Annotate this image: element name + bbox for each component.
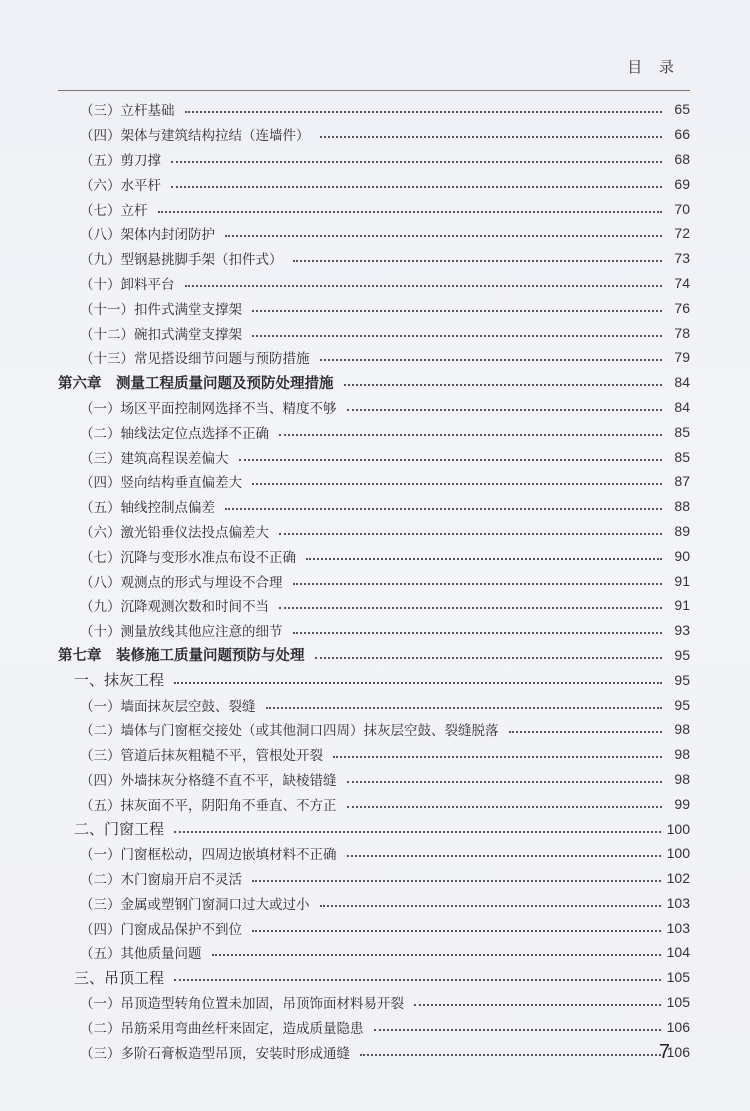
toc-entry-label: （九）沉降观测次数和时间不当 [80,599,269,616]
dot-leader [347,409,663,411]
toc-entry-page: 99 [674,795,690,812]
dot-leader [252,335,662,337]
toc-entry-item [58,171,690,196]
dot-leader [185,111,663,113]
toc-entry-page: 103 [666,919,690,936]
toc-entry-chapter [58,370,690,395]
toc-entry-item [58,494,690,519]
toc-entry-item [58,444,690,469]
toc-entry-label: （三）多阶石膏板造型吊顶，安装时形成通缝 [80,1045,350,1062]
toc-entry-page: 95 [674,696,690,713]
toc-entry-page: 88 [674,498,690,515]
toc-entry-item [58,791,690,816]
toc-entry-item [58,221,690,246]
toc-entry-item [58,767,690,792]
toc-entry-page: 103 [666,894,690,911]
dot-leader [347,806,663,808]
toc-entry-page: 100 [666,820,690,837]
toc-entry-label: （四）竖向结构垂直偏差大 [80,475,242,492]
toc-entry-item [58,990,690,1015]
toc-entry-label: （五）剪刀撑 [80,152,161,169]
dot-leader [333,756,662,758]
dot-leader [212,954,661,956]
dot-leader [293,632,663,634]
dot-leader [293,260,663,262]
dot-leader [252,930,661,932]
dot-leader [266,707,663,709]
dot-leader [171,161,662,163]
dot-leader [239,459,663,461]
toc-entry-label: （二）木门窗扇开启不灵活 [80,872,242,889]
toc-entry-page: 104 [666,944,690,961]
dot-leader [171,186,662,188]
dot-leader [185,285,663,287]
toc-entry-page: 78 [674,324,690,341]
dot-leader [174,831,661,833]
toc-entry-label: （十）测量放线其他应注意的细节 [80,624,283,641]
toc-entry-label: （二）墙体与门窗框交接处（或其他洞口四周）抹灰层空鼓、裂缝脱落 [80,723,499,740]
dot-leader [158,211,663,213]
toc-entry-label: （十二）碗扣式满堂支撑架 [80,326,242,343]
toc-entry-section [58,965,690,990]
dot-leader [414,1004,661,1006]
toc-entry-page: 106 [666,1043,690,1060]
toc-entry-label: （五）轴线控制点偏差 [80,500,215,517]
toc-entry-label: 第六章 测量工程质量问题及预防处理措施 [58,374,334,392]
toc-entry-page: 85 [674,448,690,465]
toc-entry-label: （四）外墙抹灰分格缝不直不平，缺棱错缝 [80,772,337,789]
dot-leader [315,657,663,659]
toc-entry-item [58,246,690,271]
dot-leader [293,583,663,585]
toc-entry-label: （七）立杆 [80,202,148,219]
toc-entry-page: 79 [674,349,690,366]
toc-entry-label: （四）架体与建筑结构拉结（连墙件） [80,128,310,145]
dot-leader [174,682,662,684]
toc-entry-label: （四）门窗成品保护不到位 [80,921,242,938]
toc-entry-label: （一）门窗框松动，四周边嵌填材料不正确 [80,847,337,864]
toc-entry-page: 87 [674,473,690,490]
toc-entry-item [58,320,690,345]
toc-entry-page: 98 [674,721,690,738]
toc-entry-item [58,419,690,444]
toc-entry-item [58,147,690,172]
toc-entry-page: 106 [666,1018,690,1035]
toc-entry-item [58,345,690,370]
toc-entry-section [58,667,690,692]
toc-entry-label: （三）立杆基础 [80,103,175,120]
toc-entry-item [58,271,690,296]
toc-entry-item [58,196,690,221]
toc-entry-item [58,469,690,494]
toc-entry-item [58,1014,690,1039]
dot-leader [347,781,663,783]
dot-leader [279,533,662,535]
dot-leader [320,359,663,361]
toc-entry-page: 102 [666,870,690,887]
toc-entry-item [58,940,690,965]
toc-entry-page: 93 [674,622,690,639]
dot-leader [252,310,662,312]
toc-entry-page: 76 [674,299,690,316]
toc-entry-page: 100 [666,845,690,862]
toc-entry-label: （二）吊筋采用弯曲丝杆来固定，造成质量隐患 [80,1020,364,1037]
dot-leader [252,483,662,485]
toc-entry-page: 90 [674,547,690,564]
dot-leader [347,855,661,857]
toc-entry-item [58,866,690,891]
toc-entry-label: （十一）扣件式满堂支撑架 [80,301,242,318]
dot-leader [279,607,662,609]
toc-entry-page: 70 [674,200,690,217]
toc-entry-page: 84 [674,374,690,391]
dot-leader [174,979,661,981]
toc-entry-label: （六）水平杆 [80,177,161,194]
toc-entry-item [58,891,690,916]
toc-entry-page: 95 [674,646,690,663]
toc-entry-item [58,568,690,593]
toc-entry-label: （三）建筑高程误差偏大 [80,450,229,467]
toc-entry-label: （五）其他质量问题 [80,946,202,963]
toc-entry-label: （三）管道后抹灰粗糙不平，管根处开裂 [80,748,323,765]
toc-entry-label: （九）型钢悬挑脚手架（扣件式） [80,252,283,269]
toc-entry-label: 三、吊顶工程 [74,968,165,987]
toc-entry-label: （十）卸料平台 [80,276,175,293]
toc-entry-item [58,1039,690,1064]
toc-entry-label: （八）架体内封闭防护 [80,227,215,244]
toc-entry-label: （六）激光铅垂仪法投点偏差大 [80,524,269,541]
toc-entry-item [58,97,690,122]
toc-entry-item [58,742,690,767]
toc-entry-label: （一）场区平面控制网选择不当、精度不够 [80,400,337,417]
toc-entry-item [58,519,690,544]
dot-leader [320,905,661,907]
toc-entry-page: 91 [674,572,690,589]
toc-entry-item [58,395,690,420]
dot-leader [306,558,662,560]
toc-entry-label: （八）观测点的形式与埋设不合理 [80,574,283,591]
dot-leader [252,880,661,882]
toc-entry-label: （七）沉降与变形水准点布设不正确 [80,549,296,566]
header-rule [58,90,690,91]
toc-entry-page: 68 [674,150,690,167]
toc-entry-page: 65 [674,101,690,118]
page-number: 7 [658,1041,670,1063]
toc-entry-page: 72 [674,225,690,242]
dot-leader [225,508,662,510]
dot-leader [320,136,663,138]
toc-entry-page: 91 [674,597,690,614]
dot-leader [225,235,662,237]
toc-entry-page: 95 [674,671,690,688]
toc-entry-section [58,816,690,841]
toc-entry-item [58,915,690,940]
toc-entry-page: 74 [674,274,690,291]
toc-entry-label: （二）轴线法定位点选择不正确 [80,425,269,442]
toc-entry-page: 73 [674,250,690,267]
toc-entry-item [58,593,690,618]
toc-entry-page: 69 [674,175,690,192]
toc-entry-page: 98 [674,770,690,787]
toc-entry-chapter [58,643,690,668]
toc-entry-page: 105 [666,994,690,1011]
toc-entry-label: （十三）常见搭设细节问题与预防措施 [80,351,310,368]
toc-entry-page: 105 [666,969,690,986]
dot-leader [360,1054,661,1056]
toc-entry-page: 66 [674,126,690,143]
toc-entry-page: 84 [674,398,690,415]
toc-entry-label: 一、抹灰工程 [74,671,165,690]
toc-entry-item [58,122,690,147]
toc-entry-item [58,295,690,320]
dot-leader [374,1029,661,1031]
toc-entry-label: （一）吊顶造型转角位置未加固，吊顶饰面材料易开裂 [80,996,404,1013]
toc-entry-item [58,841,690,866]
toc-entry-page: 98 [674,746,690,763]
toc-entry-item [58,717,690,742]
toc-entry-item [58,543,690,568]
toc-entry-page: 85 [674,423,690,440]
running-head-title: 目 录 [627,58,680,76]
toc-entry-item [58,618,690,643]
toc-entry-label: （一）墙面抹灰层空鼓、裂缝 [80,698,256,715]
dot-leader [279,434,662,436]
toc-entry-item [58,692,690,717]
toc-entry-page: 89 [674,522,690,539]
toc-entry-label: （三）金属或塑钢门窗洞口过大或过小 [80,896,310,913]
dot-leader [344,384,663,386]
toc-entry-label: 第七章 装修施工质量问题预防与处理 [58,647,305,665]
toc-entry-label: （五）抹灰面不平，阴阳角不垂直、不方正 [80,797,337,814]
toc-entry-label: 二、门窗工程 [74,820,165,838]
table-of-contents [58,97,690,1064]
dot-leader [509,731,663,733]
